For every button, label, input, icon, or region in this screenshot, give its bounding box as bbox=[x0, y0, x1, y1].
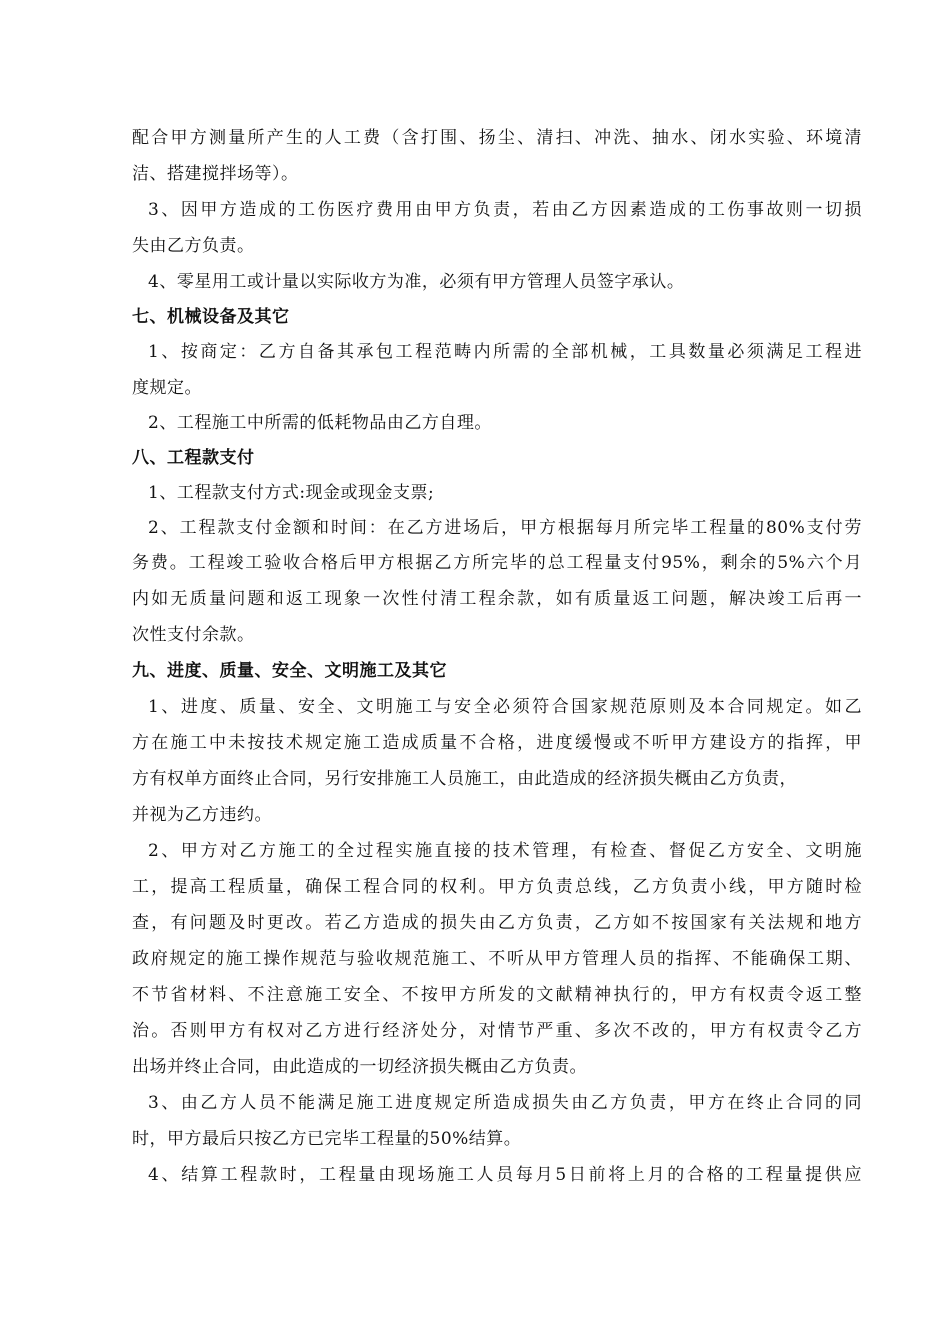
text-line: 度规定。 bbox=[132, 378, 202, 398]
text-line: 查，有问题及时更改。若乙方造成的损失由乙方负责，乙方如不按国家有关法规和地方 bbox=[132, 913, 862, 933]
text-line: 方有权单方面终止合同，另行安排施工人员施工，由此造成的经济损失概由乙方负责， bbox=[132, 769, 797, 789]
text-line: 治。否则甲方有权对乙方进行经济处分，对情节严重、多次不改的，甲方有权责令乙方 bbox=[132, 1021, 862, 1041]
text-line: 并视为乙方违约。 bbox=[132, 805, 272, 825]
text-line: 3、由乙方人员不能满足施工进度规定所造成损失由乙方负责，甲方在终止合同的同 bbox=[148, 1093, 862, 1113]
text-line: 失由乙方负责。 bbox=[132, 236, 255, 256]
text-line: 内如无质量问题和返工现象一次性付清工程余款，如有质量返工问题，解决竣工后再一 bbox=[132, 589, 862, 609]
text-line: 2、工程施工中所需的低耗物品由乙方自理。 bbox=[148, 413, 492, 433]
text-line: 时，甲方最后只按乙方已完毕工程量的50%结算。 bbox=[132, 1129, 522, 1149]
text-line: 4、零星用工或计量以实际收方为准，必须有甲方管理人员签字承认。 bbox=[148, 272, 685, 292]
text-line: 不节省材料、不注意施工安全、不按甲方所发的文献精神执行的，甲方有权责令返工整 bbox=[132, 985, 862, 1005]
text-line: 4、结算工程款时，工程量由现场施工人员每月5日前将上月的合格的工程量提供应 bbox=[148, 1165, 862, 1185]
text-line: 1、工程款支付方式:现金或现金支票; bbox=[148, 483, 435, 503]
text-line: 政府规定的施工操作规范与验收规范施工、不听从甲方管理人员的指挥、不能确保工期、 bbox=[132, 949, 862, 969]
text-line: 2、甲方对乙方施工的全过程实施直接的技术管理，有检查、督促乙方安全、文明施 bbox=[148, 841, 862, 861]
section-heading: 九、进度、质量、安全、文明施工及其它 bbox=[132, 661, 447, 681]
text-line: 配合甲方测量所产生的人工费（含打围、扬尘、清扫、冲洗、抽水、闭水实验、环境清 bbox=[132, 128, 862, 148]
text-line: 3、因甲方造成的工伤医疗费用由甲方负责，若由乙方因素造成的工伤事故则一切损 bbox=[148, 200, 862, 220]
text-line: 务费。工程竣工验收合格后甲方根据乙方所完毕的总工程量支付95%，剩余的5%六个月 bbox=[132, 553, 862, 573]
section-heading: 七、机械设备及其它 bbox=[132, 307, 290, 327]
text-line: 次性支付余款。 bbox=[132, 625, 255, 645]
text-line: 2、工程款支付金额和时间：在乙方进场后，甲方根据每月所完毕工程量的80%支付劳 bbox=[148, 518, 862, 538]
text-line: 1、按商定：乙方自备其承包工程范畴内所需的全部机械，工具数量必须满足工程进 bbox=[148, 342, 862, 362]
text-line: 洁、搭建搅拌场等）。 bbox=[132, 164, 299, 184]
text-line: 1、进度、质量、安全、文明施工与安全必须符合国家规范原则及本合同规定。如乙 bbox=[148, 697, 862, 717]
section-heading: 八、工程款支付 bbox=[132, 448, 255, 468]
text-line: 出场并终止合同，由此造成的一切经济损失概由乙方负责。 bbox=[132, 1057, 587, 1077]
text-line: 工，提高工程质量，确保工程合同的权利。甲方负责总线，乙方负责小线，甲方随时检 bbox=[132, 877, 862, 897]
text-line: 方在施工中未按技术规定施工造成质量不合格，进度缓慢或不听甲方建设方的指挥，甲 bbox=[132, 733, 862, 753]
